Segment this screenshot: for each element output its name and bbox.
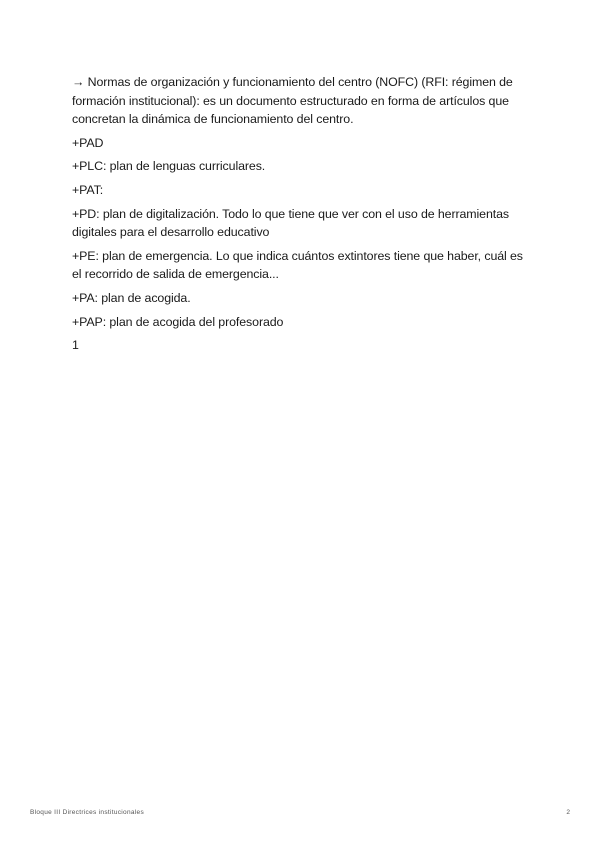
footer-section-title: Bloque III Directrices institucionales: [30, 809, 144, 816]
document-body: [72, 73, 532, 360]
paragraph-nofc: → Normas de organización y funcionamiento del centro (NOFC) (RFI: régimen de formación institucional): es un documento estructurado en forma de artículos que concretan la dinámica de funcionamiento del centro.: [72, 75, 513, 127]
paragraph-pe: +PE: plan de emergencia. Lo que indica cuántos extintores tiene que haber, cuál es el recorrido de salida de emergencia...: [72, 248, 523, 282]
paragraph-number: 1: [72, 338, 79, 353]
footer-page-number: 2: [566, 809, 570, 816]
paragraph-pa: +PA: plan de acogida.: [72, 290, 191, 305]
paragraph-pad: +PAD: [72, 135, 104, 150]
paragraph-pap: +PAP: plan de acogida del profesorado: [72, 314, 284, 329]
page-footer: [0, 809, 600, 821]
paragraph-pat: +PAT:: [72, 182, 104, 197]
paragraph-pd: +PD: plan de digitalización. Todo lo que tiene que ver con el uso de herramientas digitales para el desarrollo educativo: [72, 206, 509, 240]
paragraph-plc: +PLC: plan de lenguas curriculares.: [72, 159, 266, 174]
